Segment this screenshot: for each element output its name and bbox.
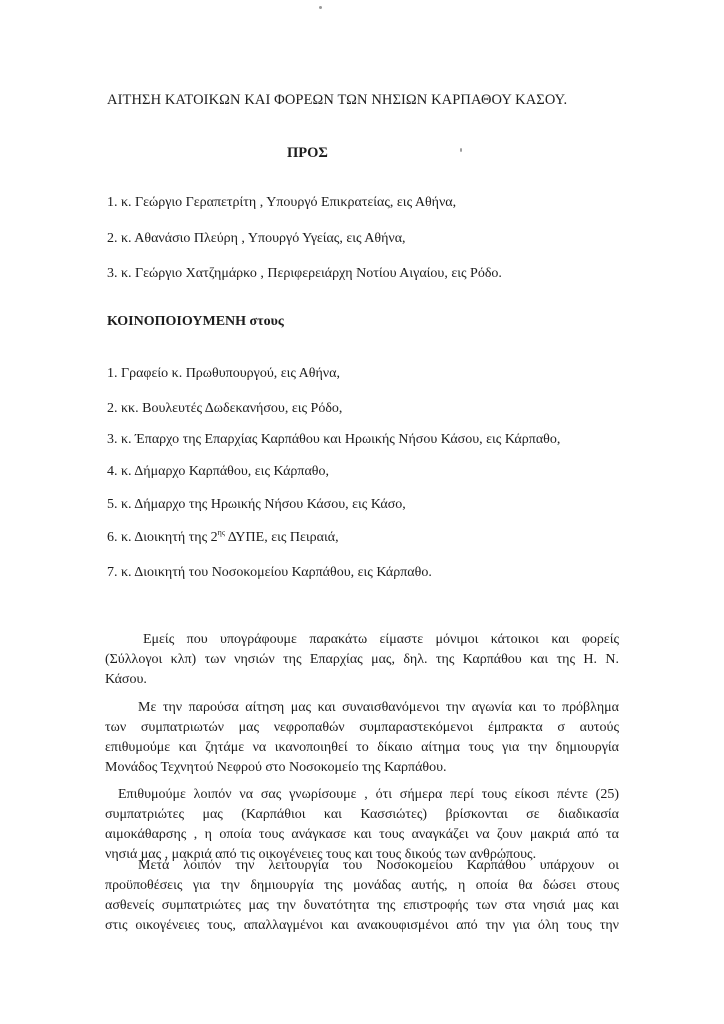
to-label: ΠΡΟΣ [287, 145, 328, 161]
body-paragraph [105, 630, 619, 690]
cc-item-text: 6. κ. Διοικητή της 2 [107, 530, 218, 545]
paragraph-line: Κάσου. [105, 672, 147, 687]
cc-item-text: ΔΥΠΕ, εις Πειραιά, [225, 530, 339, 545]
cc-item: 2. κκ. Βουλευτές Δωδεκανήσου, εις Ρόδο, [107, 401, 343, 416]
paragraph-line: συμπατριώτες μας (Καρπάθιοι και Κασσιώτες) βρίσκονται σε διαδικασία [105, 807, 619, 822]
body-paragraph [105, 785, 619, 865]
scan-speck [460, 148, 462, 152]
cc-item: 4. κ. Δήμαρχο Καρπάθου, εις Κάρπαθο, [107, 464, 330, 479]
cc-item: 3. κ. Έπαρχο της Επαρχίας Καρπάθου και Ηρωικής Νήσου Κάσου, εις Κάρπαθο, [107, 432, 561, 447]
paragraph-line: Επιθυμούμε λοιπόν να σας γνωρίσουμε , ότι σήμερα περί τους είκοσι πέντε (25) [118, 787, 619, 802]
cc-item: 1. Γραφείο κ. Πρωθυπουργού, εις Αθήνα, [107, 366, 340, 381]
body-paragraph [105, 856, 619, 936]
paragraph-line: Με την παρούσα αίτηση μας και συναισθανόμενοι την αγωνία και το πρόβλημα [138, 700, 619, 715]
cc-label: ΚΟΙΝΟΠΟΙΟΥΜΕΝΗ στους [107, 314, 284, 329]
paragraph-line: νησιά μας , μακριά από τις οικογένειες τους και τους δικούς των ανθρώπους. [105, 847, 537, 862]
paragraph-line: Εμείς που υπογράφουμε παρακάτω είμαστε μόνιμοι κάτοικοι και φορείς [143, 632, 619, 647]
paragraph-line: επιθυμούμε και ζητάμε να ικανοποιηθεί το δίκαιο αίτημα τους για την δημιουργία [105, 740, 619, 755]
paragraph-line: (Σύλλογοι κλπ) των νησιών της Επαρχίας μας, δηλ. της Καρπάθου και της Η. Ν. [105, 652, 619, 667]
paragraph-line: Μονάδος Τεχνητού Νεφρού στο Νοσοκομείο της Καρπάθου. [105, 760, 447, 775]
document-heading: ΑΙΤΗΣΗ ΚΑΤΟΙΚΩΝ ΚΑΙ ΦΟΡΕΩΝ ΤΩΝ ΝΗΣΙΩΝ ΚΑΡΠΑΘΟΥ ΚΑΣΟΥ. [107, 92, 568, 108]
cc-item: 5. κ. Δήμαρχο της Ηρωικής Νήσου Κάσου, εις Κάσο, [107, 497, 406, 512]
scan-speck [319, 6, 322, 9]
recipient-item: 1. κ. Γεώργιο Γεραπετρίτη , Υπουργό Επικρατείας, εις Αθήνα, [107, 195, 457, 210]
cc-item: 7. κ. Διοικητή του Νοσοκομείου Καρπάθου, εις Κάρπαθο. [107, 565, 432, 580]
paragraph-line: στις οικογένειες τους, απαλλαγμένοι και ανακουφισμένοι από την για όλη τους την [105, 918, 619, 933]
cc-item [107, 530, 339, 546]
paragraph-line: Μετά λοιπόν την λειτουργία του Νοσοκομείου Καρπάθου υπάρχουν οι [138, 858, 619, 873]
paragraph-line: προϋποθέσεις για την δημιουργία της μονάδας αυτής, η οποία θα δώσει στους [105, 878, 619, 893]
ordinal-suffix: ης [217, 528, 225, 537]
paragraph-line: ασθενείς συμπατριώτες μας την δυνατότητα της επιστροφής των στα νησιά μας και [105, 898, 619, 913]
paragraph-line: αιμοκάθαρσης , η οποία τους ανάγκασε και τους αναγκάζει να ζουν μακριά από τα [105, 827, 619, 842]
recipient-item: 2. κ. Αθανάσιο Πλεύρη , Υπουργό Υγείας, εις Αθήνα, [107, 231, 406, 246]
paragraph-line: των συμπατριωτών μας νεφροπαθών συμπαραστεκόμενοι έμπρακτα σ αυτούς [105, 720, 619, 735]
body-paragraph [105, 698, 619, 778]
recipient-item: 3. κ. Γεώργιο Χατζημάρκο , Περιφερειάρχη Νοτίου Αιγαίου, εις Ρόδο. [107, 266, 502, 281]
